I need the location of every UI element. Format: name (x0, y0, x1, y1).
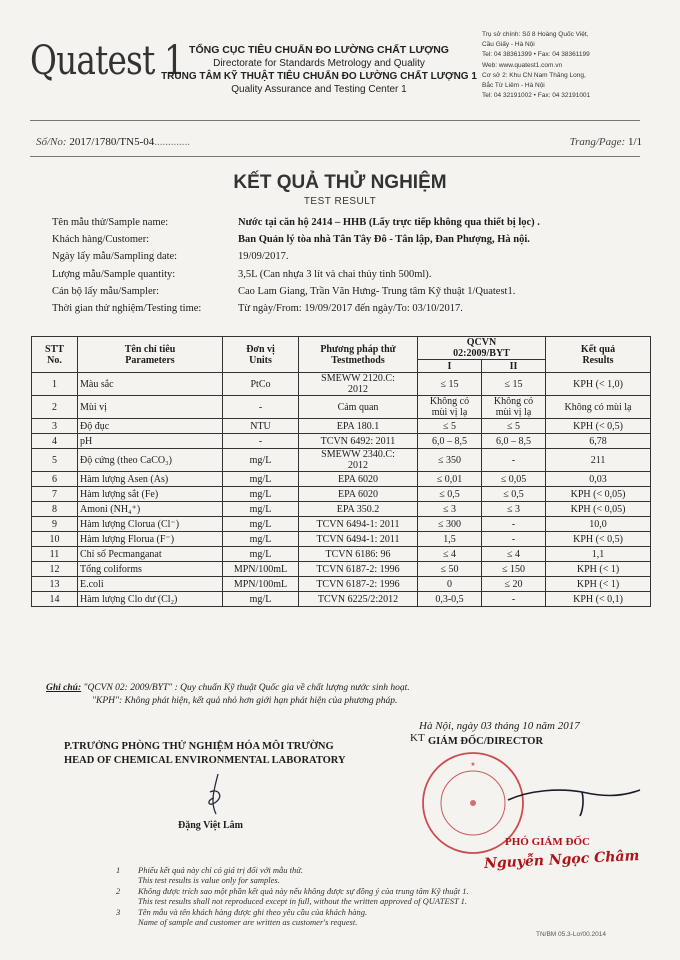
cell-unit: - (223, 396, 299, 419)
cell-qcvn-ii: ≤ 150 (482, 562, 546, 577)
contact-line: Bắc Từ Liêm - Hà Nội (482, 82, 545, 90)
table-row (32, 562, 651, 577)
svg-text:★: ★ (470, 761, 476, 768)
cell-result: KPH (< 1,0) (546, 373, 651, 396)
cell-unit: mg/L (223, 449, 299, 472)
cell-parameter: Tổng coliforms (78, 562, 223, 577)
table-row (32, 517, 651, 532)
page-subtitle: TEST RESULT (303, 196, 377, 207)
table-row (32, 592, 651, 607)
cell-qcvn-i: ≤ 15 (418, 373, 482, 396)
footer-note: 3 Tên mẫu và tên khách hàng được ghi theo yêu cầu của khách hàng. Name of sample and customer are written as customer's request. (116, 907, 368, 927)
document-number: Số/No: 2017/1780/TN5-04............. (36, 136, 191, 148)
lab-head-title-vi: P.TRƯỞNG PHÒNG THỬ NGHIỆM HÓA MÔI TRƯỜNG (64, 741, 334, 752)
page-number-value: 1/1 (627, 136, 642, 148)
cell-stt: 2 (32, 396, 78, 419)
info-row-sample-name (52, 217, 540, 234)
cell-unit: MPN/100mL (223, 577, 299, 592)
contact-line: Web: www.quatest1.com.vn (482, 61, 563, 69)
header-qcvn-i: I (418, 360, 482, 373)
cell-qcvn-i: ≤ 50 (418, 562, 482, 577)
director-title: GIÁM ĐỐC/DIRECTOR (428, 736, 544, 747)
table-row (32, 487, 651, 502)
cell-qcvn-ii: - (482, 532, 546, 547)
cell-qcvn-ii: - (482, 449, 546, 472)
cell-qcvn-i: 0,3-0,5 (418, 592, 482, 607)
form-code: TN/BM 05.3-Lơ/00.2014 (536, 931, 607, 938)
page-number-label: Trang/Page: (569, 136, 626, 148)
lab-head-signature (188, 770, 248, 820)
sample-info (52, 217, 540, 320)
cell-result: 211 (546, 449, 651, 472)
cell-method: TCVN 6225/2:2012 (299, 592, 418, 607)
header-stt: STT No. (32, 337, 78, 373)
cell-parameter: Hàm lượng Clorua (Cl⁻) (78, 517, 223, 532)
director-signature (500, 770, 650, 820)
footer-notes (110, 866, 550, 929)
table-row (32, 396, 651, 419)
info-row-quantity (52, 269, 540, 286)
cell-result: 1,1 (546, 547, 651, 562)
cell-qcvn-ii: - (482, 517, 546, 532)
cell-stt: 10 (32, 532, 78, 547)
notes (46, 682, 410, 708)
cell-result: 10,0 (546, 517, 651, 532)
table-row (32, 532, 651, 547)
header-qcvn: QCVN 02:2009/BYT (418, 337, 546, 360)
cell-qcvn-i: ≤ 350 (418, 449, 482, 472)
info-row-testing-time (52, 303, 540, 320)
cell-method: TCVN 6187-2: 1996 (299, 577, 418, 592)
header-parameters: Tên chỉ tiêu Parameters (78, 337, 223, 373)
contact-line: Trụ sở chính: Số 8 Hoàng Quốc Việt, (482, 31, 589, 38)
notes-line-2: "KPH": Không phát hiện, kết quả nhỏ hơn giới hạn phát hiện của phương pháp. (92, 696, 398, 706)
cell-qcvn-ii: ≤ 15 (482, 373, 546, 396)
footer-note: 1 Phiếu kết quả này chỉ có giá trị đối với mẫu thử. This test results is value only for samples. (116, 865, 303, 885)
cell-method: TCVN 6494-1: 2011 (299, 532, 418, 547)
cell-method: Cảm quan (299, 396, 418, 419)
info-label: Lượng mẫu/Sample quantity: (52, 268, 176, 280)
cell-result: Không có mùi lạ (546, 396, 651, 419)
notes-line-1: "QCVN 02: 2009/BYT" : Quy chuẩn Kỹ thuật Quốc gia về chất lượng nước sinh hoạt. (83, 683, 410, 693)
cell-qcvn-i: 6,0 – 8,5 (418, 434, 482, 449)
cell-parameter: Hàm lượng sắt (Fe) (78, 487, 223, 502)
lab-head-name: Đặng Việt Lâm (178, 820, 243, 831)
cell-parameter: Hàm lượng Florua (F⁻) (78, 532, 223, 547)
cell-method: EPA 6020 (299, 487, 418, 502)
page-title: KẾT QUẢ THỬ NGHIỆM (233, 172, 447, 193)
cell-qcvn-ii: - (482, 592, 546, 607)
cell-method: TCVN 6494-1: 2011 (299, 517, 418, 532)
info-value: 19/09/2017. (238, 251, 289, 263)
info-value: Nước tại căn hộ 2414 – HHB (Lấy trực tiếp không qua thiết bị lọc) . (238, 217, 540, 228)
cell-result: KPH (< 1) (546, 577, 651, 592)
header-line-4: Quality Assurance and Testing Center 1 (231, 84, 407, 95)
cell-result: KPH (< 0,05) (546, 502, 651, 517)
document-number-label: Số/No: (36, 136, 67, 148)
cell-stt: 8 (32, 502, 78, 517)
cell-method: SMEWW 2120.C: 2012 (299, 373, 418, 396)
info-label: Khách hàng/Customer: (52, 234, 150, 246)
cell-stt: 6 (32, 472, 78, 487)
table-row (32, 547, 651, 562)
cell-method: TCVN 6186: 96 (299, 547, 418, 562)
info-row-customer (52, 234, 540, 251)
cell-stt: 1 (32, 373, 78, 396)
table-row (32, 502, 651, 517)
cell-result: KPH (< 0,5) (546, 419, 651, 434)
cell-qcvn-i: ≤ 5 (418, 419, 482, 434)
cell-qcvn-i: ≤ 4 (418, 547, 482, 562)
vice-director-title: PHÓ GIÁM ĐỐC (505, 836, 590, 848)
table-row (32, 449, 651, 472)
info-label: Tên mẫu thử/Sample name: (52, 217, 169, 228)
cell-stt: 7 (32, 487, 78, 502)
cell-qcvn-i: ≤ 300 (418, 517, 482, 532)
cell-method: SMEWW 2340.C: 2012 (299, 449, 418, 472)
cell-unit: mg/L (223, 502, 299, 517)
header-line-1: TỔNG CỤC TIÊU CHUẨN ĐO LƯỜNG CHẤT LƯỢNG (189, 44, 449, 56)
cell-qcvn-ii: ≤ 0,05 (482, 472, 546, 487)
header-units: Đơn vị Units (223, 337, 299, 373)
info-value: 3,5L (Can nhựa 3 lít và chai thủy tinh 500ml). (238, 268, 432, 280)
cell-stt: 3 (32, 419, 78, 434)
cell-qcvn-ii: ≤ 3 (482, 502, 546, 517)
lab-head-block (64, 740, 346, 768)
cell-qcvn-ii: ≤ 0,5 (482, 487, 546, 502)
cell-unit: NTU (223, 419, 299, 434)
cell-qcvn-i: ≤ 0,01 (418, 472, 482, 487)
cell-method: EPA 350.2 (299, 502, 418, 517)
contact-line: Cầu Giấy - Hà Nội (482, 41, 535, 49)
signing-date: Hà Nội, ngày 03 tháng 10 năm 2017 (419, 720, 580, 732)
cell-parameter: Hàm lượng Asen (As) (78, 472, 223, 487)
cell-result: KPH (< 0,1) (546, 592, 651, 607)
lab-head-title-en: HEAD OF CHEMICAL ENVIRONMENTAL LABORATORY (64, 755, 346, 766)
cell-result: 0,03 (546, 472, 651, 487)
cell-stt: 14 (32, 592, 78, 607)
results-table (31, 336, 651, 607)
cell-qcvn-i: 1,5 (418, 532, 482, 547)
contact-block (482, 30, 672, 101)
cell-parameter: Độ cứng (theo CaCO₃) (78, 449, 223, 472)
cell-result: KPH (< 0,5) (546, 532, 651, 547)
cell-stt: 5 (32, 449, 78, 472)
header-line-3: TRUNG TÂM KỸ THUẬT TIÊU CHUẨN ĐO LƯỜNG CHẤT LƯỢNG 1 (161, 71, 477, 82)
header-testmethods: Phương pháp thử Testmethods (299, 337, 418, 373)
cell-qcvn-ii: ≤ 20 (482, 577, 546, 592)
cell-method: TCVN 6492: 2011 (299, 434, 418, 449)
cell-unit: - (223, 434, 299, 449)
cell-stt: 4 (32, 434, 78, 449)
footer-note: 2 Không được trích sao một phần kết quả này nếu không được sự đồng ý của trung tâm Kỹ thuật 1. This test results shall not reproduced except in full, without the written approved of QUATEST 1. (116, 886, 469, 906)
cell-unit: mg/L (223, 547, 299, 562)
table-row (32, 373, 651, 396)
cell-result: 6,78 (546, 434, 651, 449)
header-results: Kết quả Results (546, 337, 651, 373)
cell-stt: 9 (32, 517, 78, 532)
cell-unit: mg/L (223, 472, 299, 487)
quatest-logo: Quatest 1 (30, 38, 185, 84)
info-row-sampling-date (52, 251, 540, 268)
cell-parameter: Mùi vị (78, 396, 223, 419)
cell-unit: mg/L (223, 532, 299, 547)
cell-parameter: Độ đục (78, 419, 223, 434)
cell-unit: mg/L (223, 517, 299, 532)
cell-unit: MPN/100mL (223, 562, 299, 577)
info-row-sampler (52, 286, 540, 303)
header-divider (30, 120, 640, 121)
table-row (32, 472, 651, 487)
cell-parameter: E.coli (78, 577, 223, 592)
contact-line: Cơ sở 2: Khu CN Nam Thăng Long, (482, 71, 586, 79)
cell-parameter: pH (78, 434, 223, 449)
contact-line: Tel: 04 32191002 • Fax: 04 32191001 (482, 92, 591, 100)
notes-label: Ghi chú: (46, 683, 82, 693)
info-value: Cao Lam Giang, Trần Văn Hưng- Trung tâm Kỹ thuật 1/Quatest1. (238, 285, 516, 297)
cell-method: TCVN 6187-2: 1996 (299, 562, 418, 577)
cell-qcvn-ii: 6,0 – 8,5 (482, 434, 546, 449)
vice-director-name: Nguyễn Ngọc Châm (483, 847, 640, 873)
table-row (32, 419, 651, 434)
page-number (570, 136, 642, 148)
cell-result: KPH (< 0,05) (546, 487, 651, 502)
number-divider (30, 156, 640, 157)
info-label: Ngày lấy mẫu/Sampling date: (52, 251, 178, 263)
info-value: Ban Quản lý tòa nhà Tân Tây Đô - Tân lập, Đan Phượng, Hà nội. (238, 234, 530, 246)
cell-parameter: Chỉ số Pecmanganat (78, 547, 223, 562)
cell-stt: 13 (32, 577, 78, 592)
info-label: Thời gian thử nghiệm/Testing time: (52, 302, 202, 314)
cell-unit: mg/L (223, 487, 299, 502)
header-qcvn-ii: II (482, 360, 546, 373)
info-value: Từ ngày/From: 19/09/2017 đến ngày/To: 03/10/2017. (238, 302, 463, 314)
director-prefix: KT (410, 732, 425, 744)
cell-qcvn-ii: ≤ 5 (482, 419, 546, 434)
organization-header (158, 44, 480, 96)
cell-result: KPH (< 1) (546, 562, 651, 577)
cell-qcvn-ii: Không có mùi vị lạ (482, 396, 546, 419)
cell-unit: mg/L (223, 592, 299, 607)
header-line-2: Directorate for Standards Metrology and Quality (213, 58, 425, 69)
cell-stt: 12 (32, 562, 78, 577)
cell-qcvn-i: ≤ 0,5 (418, 487, 482, 502)
cell-parameter: Màu sắc (78, 373, 223, 396)
cell-qcvn-i: Không có mùi vị lạ (418, 396, 482, 419)
table-row (32, 434, 651, 449)
cell-stt: 11 (32, 547, 78, 562)
table-row (32, 577, 651, 592)
contact-line: Tel: 04 38361399 • Fax: 04 38361199 (482, 51, 590, 59)
info-label: Cán bộ lấy mẫu/Sampler: (52, 285, 160, 297)
cell-method: EPA 180.1 (299, 419, 418, 434)
cell-method: EPA 6020 (299, 472, 418, 487)
cell-parameter: Amoni (NH₄⁺) (78, 502, 223, 517)
cell-unit: PtCo (223, 373, 299, 396)
cell-qcvn-i: ≤ 3 (418, 502, 482, 517)
document-number-value: 2017/1780/TN5-04 (69, 136, 155, 148)
cell-parameter: Hàm lượng Clo dư (Cl₂) (78, 592, 223, 607)
cell-qcvn-i: 0 (418, 577, 482, 592)
cell-qcvn-ii: ≤ 4 (482, 547, 546, 562)
